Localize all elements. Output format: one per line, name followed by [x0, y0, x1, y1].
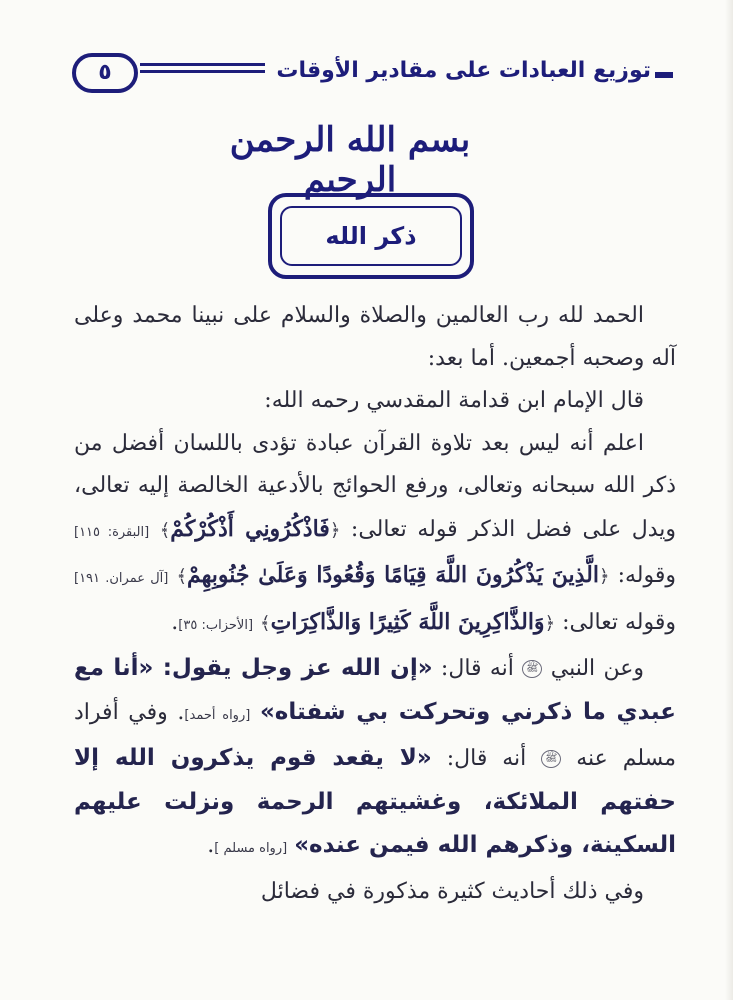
quran-verse: وَالذَّاكِرِينَ اللَّهَ كَثِيرًا وَالذَّاكِرَاتِ	[270, 608, 545, 635]
paragraph-intro: الحمد لله رب العالمين والصلاة والسلام على نبينا محمد وعلى آله وصحبه أجمعين. أما بعد:	[74, 303, 676, 371]
quran-verse: الَّذِينَ يَذْكُرُونَ اللَّهَ قِيَامًا وَقُعُودًا وَعَلَىٰ جُنُوبِهِمْ	[186, 562, 599, 588]
quran-bracket-open: ﴿	[544, 612, 556, 634]
section-title-frame	[268, 193, 474, 279]
page-number: ٥	[72, 53, 138, 93]
quran-bracket-open: ﴿	[329, 519, 341, 541]
header-bar-ornament	[655, 72, 673, 78]
running-header-title: توزيع العبادات على مقادير الأوقات	[276, 58, 651, 83]
basmala: بسم الله الرحمن الرحيم	[229, 120, 471, 200]
quran-verse: فَاذْكُرُونِي أَذْكُرْكُمْ	[170, 515, 330, 542]
quran-bracket-open: ﴿	[598, 566, 610, 587]
body-text	[74, 295, 676, 913]
hadith-reference: [رواه أحمد]	[184, 707, 251, 723]
verse-reference: [الأحزاب: ٣٥]	[178, 617, 254, 633]
paragraph-quran-proofs: اعلم أنه ليس بعد تلاوة القرآن عبادة تؤدى باللسان أفضل من ذكر الله سبحانه وتعالى، ورفع الحوائج بالأدعية الخالصة إليه تعالى، ويدل على فضل الذكر قوله تعالى: ﴿فَاذْكُرُونِي أَذْكُرْكُمْ﴾ [البقرة: ١١٥] وقوله: ﴿الَّذِينَ يَذْكُرُونَ اللَّهَ قِيَامًا وَقُعُودًا وَعَلَىٰ جُنُوبِهِمْ﴾ [آل عمران. ١٩١] وقوله تعالى: ﴿وَالذَّاكِرِينَ اللَّهَ كَثِيرًا وَالذَّاكِرَاتِ﴾ [الأحزاب: ٣٥].	[74, 430, 677, 635]
quran-bracket-close: ﴾	[176, 566, 187, 587]
verse-reference: [آل عمران. ١٩١]	[74, 571, 169, 586]
verse-reference: [البقرة: ١١٥]	[74, 524, 150, 540]
quran-bracket-close: ﴾	[260, 612, 271, 634]
hadith-reference: [رواه مسلم ]	[214, 841, 288, 856]
section-title: ذكر الله	[280, 206, 462, 266]
quran-bracket-close: ﴾	[159, 519, 171, 541]
salla-ligature-icon: ﷺ	[541, 750, 561, 768]
paragraph-attribution: قال الإمام ابن قدامة المقدسي رحمه الله:	[264, 388, 644, 413]
hadith-text: «إن الله عز وجل يقول: «أنا مع عبدي ما ذكرني وتحركت بي شفتاه»	[74, 655, 676, 725]
salla-ligature-icon: ﷺ	[522, 660, 542, 678]
paragraph-closing: وفي ذلك أحاديث كثيرة مذكورة في فضائل	[260, 878, 644, 904]
paragraph-hadith: وعن النبي ﷺ أنه قال: «إن الله عز وجل يقول: «أنا مع عبدي ما ذكرني وتحركت بي شفتاه» [رواه أحمد]. وفي أفراد مسلم عنه ﷺ أنه قال: «لا يقعد قوم يذكرون الله إلا حفتهم الملائكة، وغشيتهم الرحمة ونزلت عليهم السكينة، وذكرهم الله فيمن عنده» [رواه مسلم ].	[74, 655, 677, 858]
page-edge-shadow	[725, 0, 733, 1000]
hadith-text: «لا يقعد قوم يذكرون الله إلا حفتهم الملائكة، وغشيتهم الرحمة ونزلت عليهم السكينة، وذكرهم الله فيمن عنده»	[74, 745, 676, 858]
header-double-rule	[140, 63, 265, 73]
